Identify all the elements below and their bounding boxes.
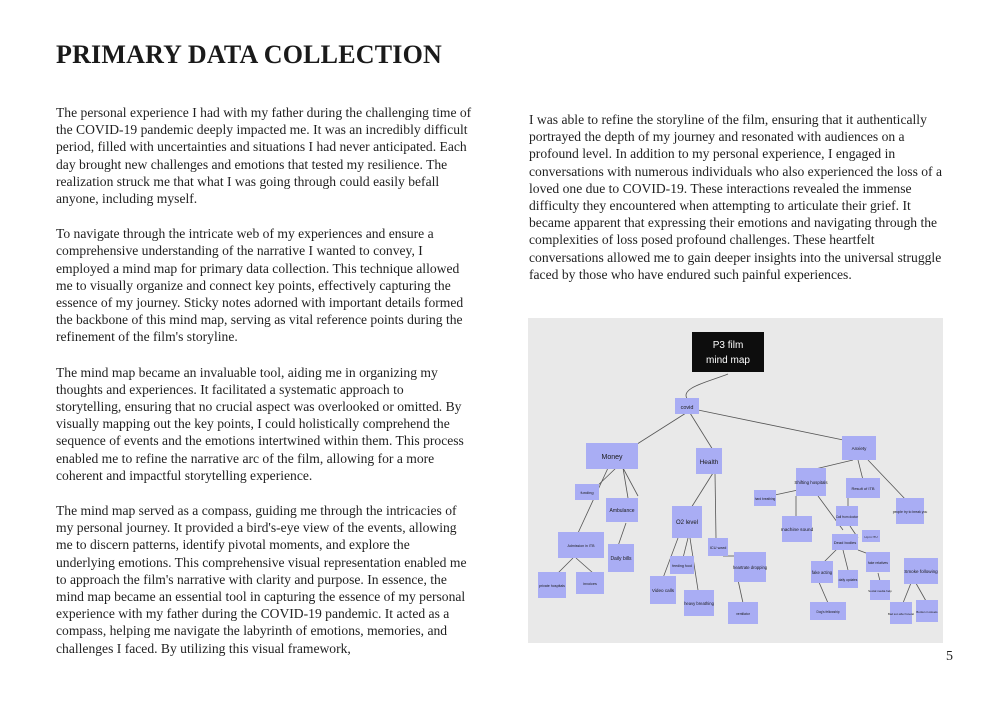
anxiety-note: Anxiety (851, 446, 867, 451)
ambulance-note: Ambulance (609, 508, 635, 514)
smoke-note: Smoke following (904, 569, 938, 574)
fake-relatives-note: fake relatives (868, 561, 888, 565)
health-note: Health (699, 459, 719, 466)
invoices-note: invoices (583, 582, 597, 586)
money-note: Money (601, 454, 623, 461)
left-column (56, 104, 472, 675)
paragraph: The mind map became an invaluable tool, aiding me in organizing my thoughts and experiences. It facilitated a systematic approach to storytelling, ensuring that no crucial aspect was overlooked or omitted. By visually mapping out the key points, I could holistically comprehend the sequence of events and the emotions intertwined within them. This process enabled me to refine the narrative arc of the film, allowing for a more coherent and impactful storytelling experience. (56, 364, 464, 483)
burden-note: Burden in streets (916, 610, 938, 614)
daily-bills-note: Daily bills (610, 556, 632, 562)
dead-bodies-note: Dead bodies (833, 540, 857, 545)
daily-updates-note: daily updates (838, 578, 858, 582)
page-title: PRIMARY DATA COLLECTION (56, 40, 443, 69)
mind-map-title (692, 332, 764, 372)
fake-acting-note: fake acting (811, 570, 833, 575)
mind-map-diagram (528, 318, 943, 643)
call-doctor-note: Call from doctor (835, 515, 859, 519)
o2-level-note: O2 level (675, 520, 699, 526)
funding-note: funding (580, 490, 594, 495)
paragraph: The personal experience I had with my father during the challenging time of the COVID-19 pandemic deeply impacted me. It was an incredibly difficult period, filled with uncertainties and situations I had never anticipated. Each day brought new challenges and emotions that tested my resilience. The realization struck me that what I was going through could easily befall anyone, including myself. (56, 105, 472, 207)
right-column (529, 111, 945, 301)
admission-note: Admission in ITB (567, 544, 595, 548)
result-itb-note: Result of ITB (851, 486, 875, 491)
hard-breathing-note: hard breathing (754, 497, 776, 501)
social-media-note: Social media help (868, 589, 892, 593)
heavy-breathing-note: heavy breathing (684, 601, 714, 606)
shifting-hospitals-note: Shifting hospitals (794, 480, 828, 485)
ventilator-note: ventilator (736, 612, 750, 616)
svg-text:P3 film: P3 film (712, 340, 744, 351)
ltp-note: Ltp in ITU (864, 535, 878, 539)
feeding-note: feeding food (672, 564, 692, 568)
center-note: covid (680, 405, 694, 411)
bad-son-note: Bad son after funeral (888, 612, 914, 616)
mind-map-image (528, 318, 943, 643)
people-try-note: people try to break you (892, 510, 928, 514)
dogs-note: Dog's fellowship (816, 610, 840, 614)
paragraph: To navigate through the intricate web of my experiences and ensure a comprehensive understanding of the narrative I wanted to convey, I employed a mind map for primary data collection. This technique allowed me to visually organize and connect key points, effectively capturing the essence of my journey. Sticky notes adorned with important details formed the backbone of this mind map, serving as vital reference points during the refinement of the film's storyline. (56, 226, 464, 345)
video-calls-note: Video calls (651, 588, 675, 593)
icu-ward-note: ICU ward (709, 545, 727, 550)
heartrate-note: heartrate dropping (732, 565, 768, 570)
page-number: 5 (946, 649, 953, 664)
private-hospitals-note: private hospitals (539, 584, 565, 588)
paragraph: The mind map served as a compass, guiding me through the intricacies of my personal journey. It provided a bird's-eye view of the events, allowing me to discern patterns, identify pivotal moments, and explore the underlying emotions. This comprehensive visual representation enabled me to approach the film's narrative with clarity and purpose. In essence, the mind map became an essential tool in capturing the essence of my personal experience with my father during the COVID-19 pandemic. It acted as a compass, helping me navigate the labyrinth of emotions, memories, and challenges I faced. By utilizing this visual framework, (56, 503, 467, 656)
paragraph: I was able to refine the storyline of the film, ensuring that it authentically portrayed the depth of my journey and resonated with audiences on a profound level. In addition to my personal experience, I engaged in conversations with numerous individuals who also experienced the loss of a loved one due to COVID-19. These interactions revealed the immense difficulty they encountered when attempting to articulate their grief. It became apparent that expressing their emotions and navigating through the complexities of loss posed profound challenges. These heartfelt conversations allowed me to gain deeper insights into the universal struggle faced by those who have endured such painful experiences. (529, 112, 943, 282)
svg-text:mind map: mind map (706, 355, 750, 366)
machine-sound-note: machine sound (780, 528, 814, 533)
